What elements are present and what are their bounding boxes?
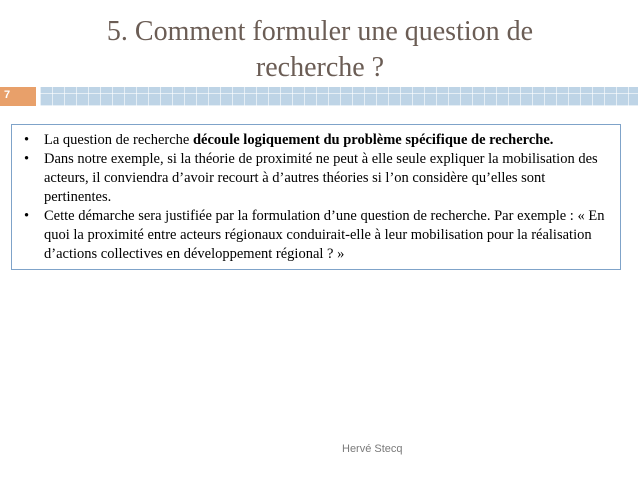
slide-number: 7 [4, 89, 11, 101]
slide-title-line-1: 5. Comment formuler une question de [106, 16, 534, 47]
bullet-item [24, 131, 614, 150]
bullet-item [24, 207, 614, 264]
slide-title-line-2: recherche ? [255, 52, 385, 83]
bullet-text: Cette démarche sera justifiée par la formulation d’une question de recherche. Par exemple : « En quoi la proximité entre acteurs régionaux conduirait-elle à leur mobilisation pour la réalisation d’actions collectives en développement régional ? » [44, 208, 605, 262]
slide-number-badge [0, 87, 36, 106]
bullet-text: Dans notre exemple, si la théorie de proximité ne peut à elle seule expliquer la mobilisation des acteurs, il conviendra d’avoir recourt à d’autres théories si l’on considère qu’elles sont pertinentes. [44, 151, 598, 205]
bullet-text: La question de recherche [44, 132, 193, 148]
bullet-text-bold: découle logiquement du problème spécifique de recherche. [192, 132, 554, 148]
slide-title [40, 14, 600, 86]
bullet-item [24, 150, 614, 207]
header-decor-strip [40, 87, 638, 106]
bullet-list [24, 131, 614, 264]
content-box [11, 124, 621, 270]
footer-author: Hervé Stecq [342, 443, 403, 455]
